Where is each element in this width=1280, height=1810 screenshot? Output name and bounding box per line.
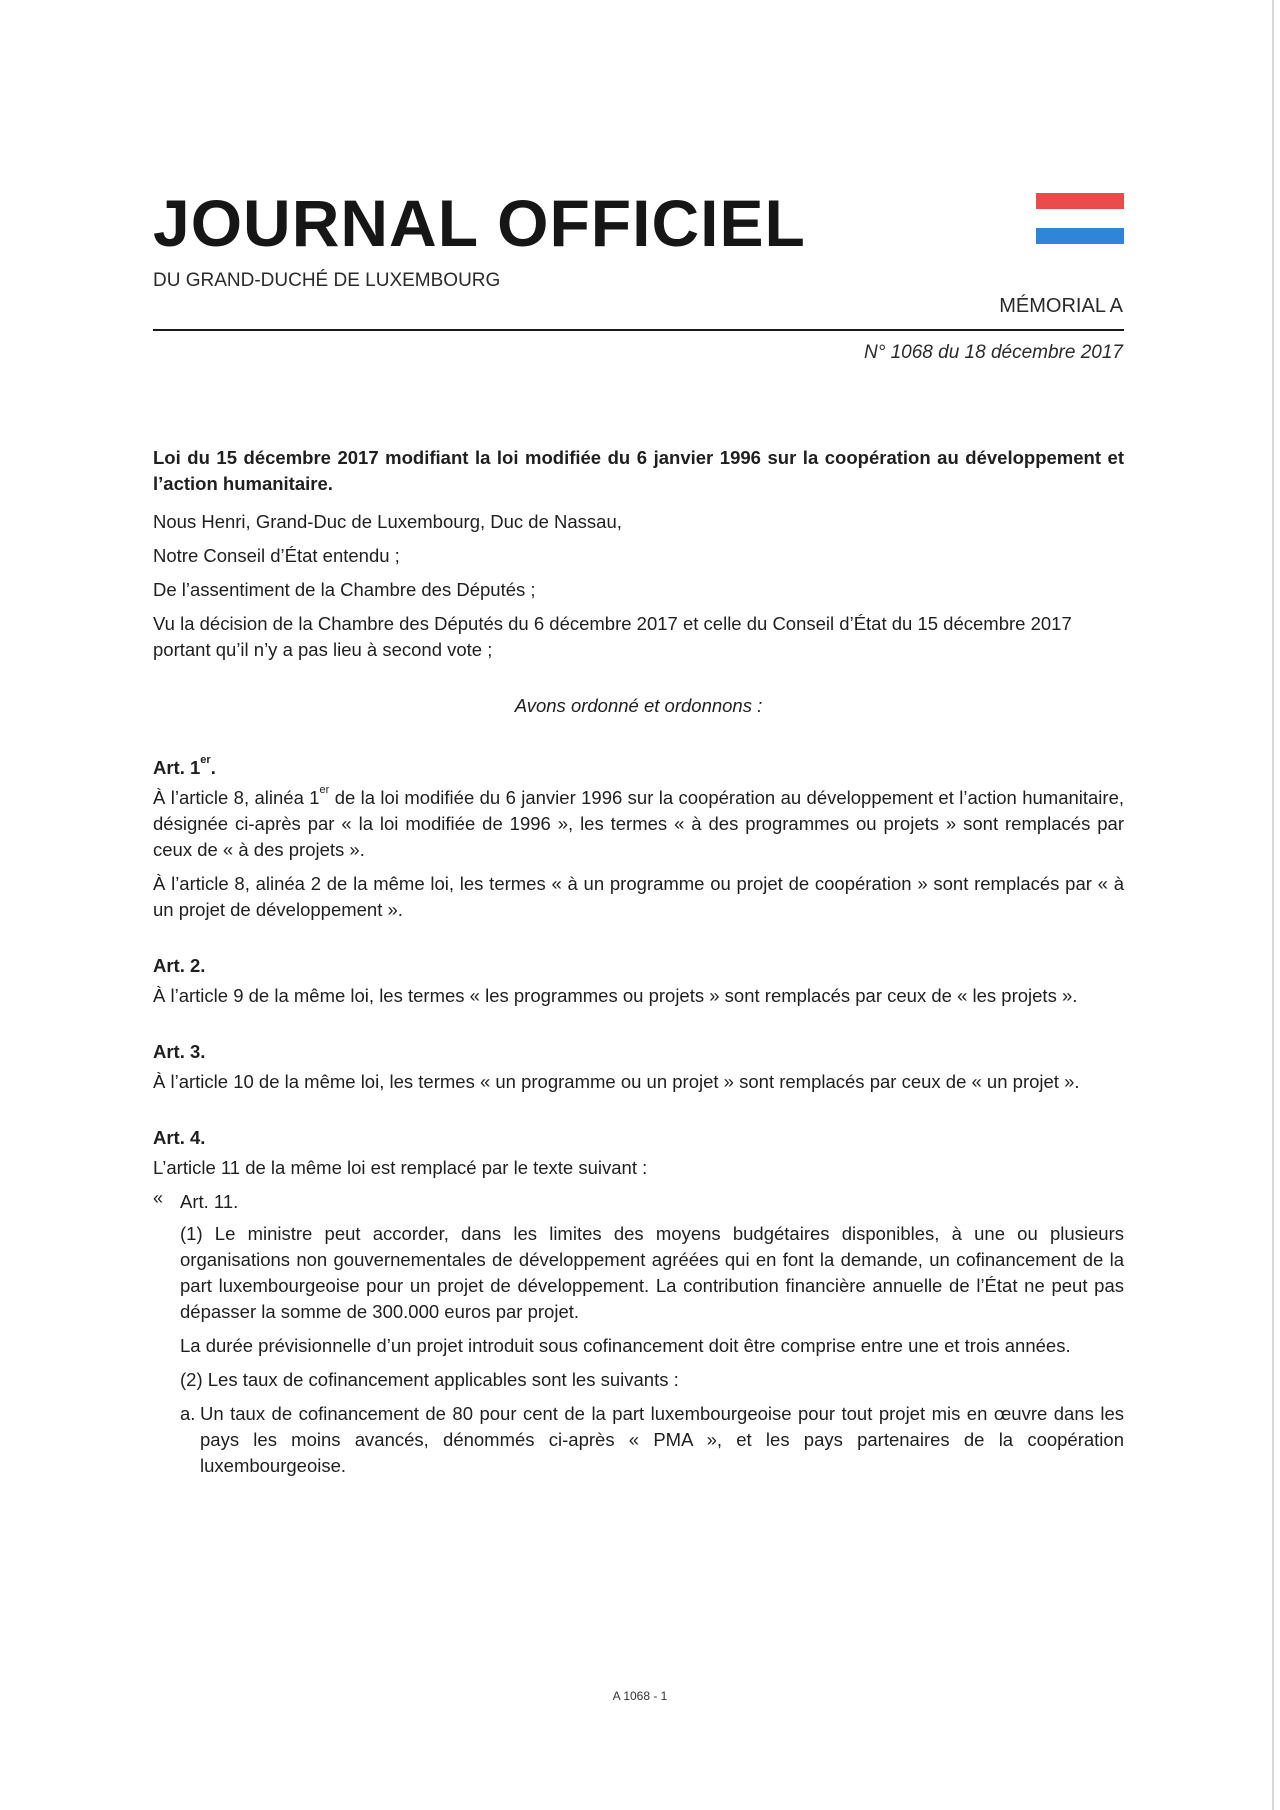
article-heading: Art. 3. (153, 1041, 206, 1062)
article-heading: Art. 1er. (153, 754, 216, 778)
article-paragraph: L’article 11 de la même loi est remplacé par le texte suivant : (153, 1157, 648, 1178)
luxembourg-flag-icon (1036, 193, 1124, 247)
preamble-line: De l’assentiment de la Chambre des Députés ; (153, 579, 536, 600)
opening-quote-mark: « (153, 1188, 164, 1208)
quoted-article-body (180, 1221, 1124, 1479)
article-paragraph: À l’article 8, alinéa 2 de la même loi, les termes « à un programme ou projet de coopération » sont remplacés par « à un projet de développement ». (153, 873, 1124, 920)
list-item (180, 1401, 1124, 1479)
article-paragraph: (1) Le ministre peut accorder, dans les limites des moyens budgétaires disponibles, à une ou plusieurs organisations non gouvernementales de développement agréées qui en font la demande, un cofinancement de la part luxembourgeoise pour un projet de développement. La contribution financière annuelle de l’État ne peut pas dépasser la somme de 300.000 euros par projet. (180, 1223, 1124, 1322)
article-1 (153, 755, 1124, 923)
article-paragraph: (2) Les taux de cofinancement applicables sont les suivants : (180, 1369, 679, 1390)
quoted-article (153, 1189, 1124, 1479)
article-heading: Art. 4. (153, 1127, 206, 1148)
article-2 (153, 953, 1124, 1009)
page-edge (1272, 0, 1274, 1810)
article-paragraph: À l’article 8, alinéa 1er de la loi modifiée du 6 janvier 1996 sur la coopération au développement et l’action humanitaire, désignée ci-après par « la loi modifiée de 1996 », les termes « à des programmes ou projets » sont remplacés par ceux de « à des projets ». (153, 784, 1125, 860)
decree-formula: Avons ordonné et ordonnons : (514, 695, 763, 716)
issue-number: N° 1068 du 18 décembre 2017 (863, 342, 1123, 363)
list-marker: a. (180, 1403, 196, 1424)
page-reference: A 1068 - 1 (612, 1689, 668, 1703)
article-heading: Art. 2. (153, 955, 206, 976)
article-4 (153, 1125, 1124, 1479)
law-title: Loi du 15 décembre 2017 modifiant la loi modifiée du 6 janvier 1996 sur la coopération au développement et l’action humanitaire. (153, 447, 1124, 494)
journal-subtitle: DU GRAND-DUCHÉ DE LUXEMBOURG (153, 270, 501, 291)
article-3 (153, 1039, 1124, 1095)
flag-white-stripe (1036, 209, 1124, 228)
article-paragraph: La durée prévisionnelle d’un projet introduit sous cofinancement doit être comprise entre une et trois années. (180, 1335, 1071, 1356)
memorial-label: MÉMORIAL A (999, 295, 1123, 317)
document-body (153, 445, 1124, 1509)
article-paragraph: À l’article 10 de la même loi, les termes « un programme ou un projet » sont remplacés par ceux de « un projet ». (153, 1071, 1080, 1092)
header-rule (153, 329, 1124, 331)
article-paragraph: À l’article 9 de la même loi, les termes « les programmes ou projets » sont remplacés par ceux de « les projets ». (153, 985, 1078, 1006)
journal-title: JOURNAL OFFICIEL (153, 186, 806, 260)
flag-blue-stripe (1036, 228, 1124, 244)
flag-red-stripe (1036, 193, 1124, 209)
quoted-article-heading: Art. 11. (180, 1191, 239, 1212)
preamble-line: Vu la décision de la Chambre des Députés du 6 décembre 2017 et celle du Conseil d’État du 15 décembre 2017 portant qu’il n’y a pas lieu à second vote ; (153, 613, 1072, 660)
list-item-text: Un taux de cofinancement de 80 pour cent de la part luxembourgeoise pour tout projet mis en œuvre dans les pays les moins avancés, dénommés ci-après « PMA », et les pays partenaires de la coopération luxembourgeoise. (200, 1403, 1124, 1476)
preamble-line: Notre Conseil d’État entendu ; (153, 545, 400, 566)
preamble (153, 509, 1124, 663)
preamble-line: Nous Henri, Grand-Duc de Luxembourg, Duc de Nassau, (153, 511, 622, 532)
